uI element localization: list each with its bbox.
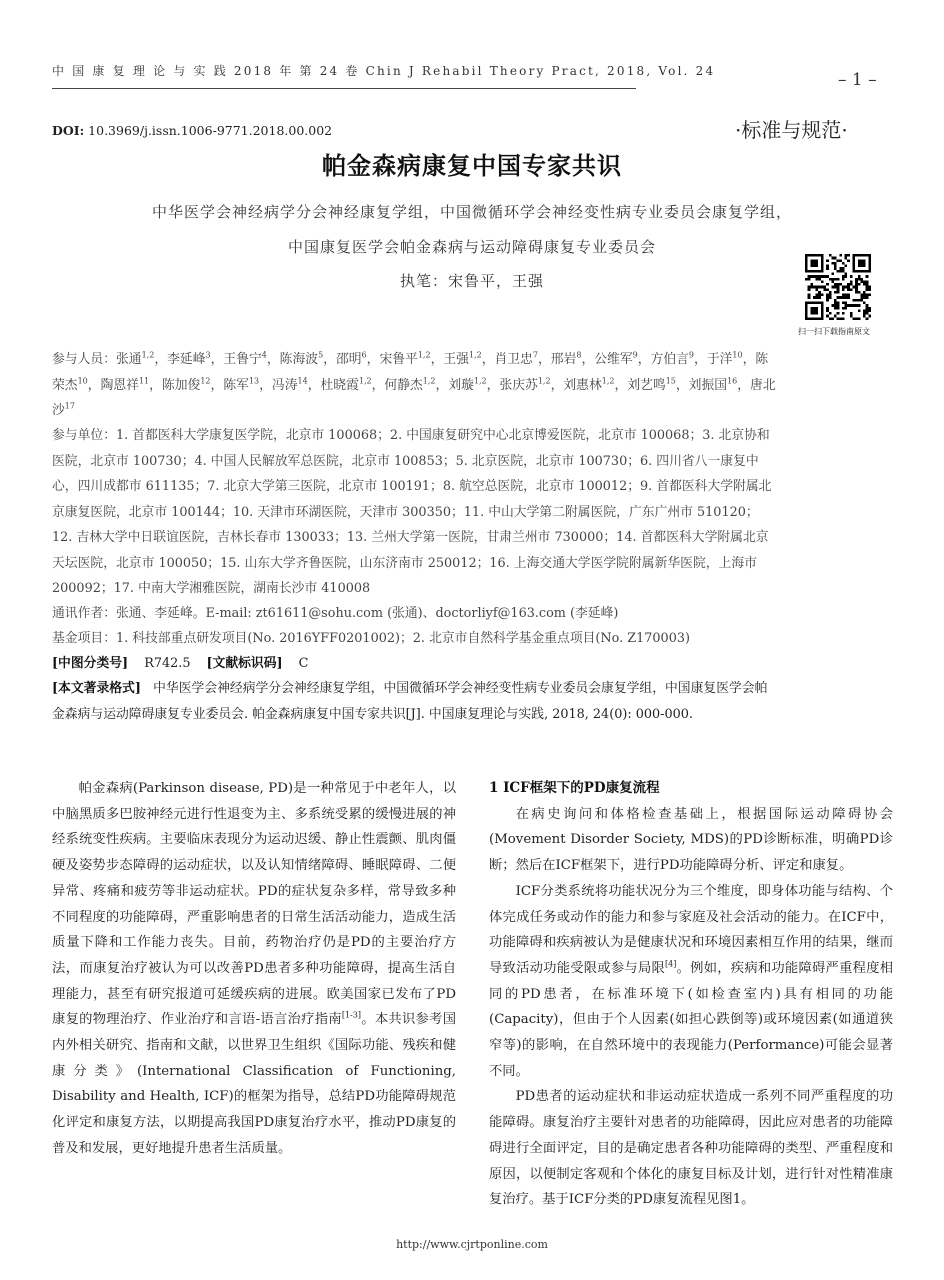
qr-code-image[interactable] — [800, 254, 876, 320]
reference-mark[interactable]: [1-3] — [341, 1010, 361, 1020]
fund-info: 基金项目：1. 科技部重点研发项目(No. 2016YFF0201002)；2. 北京市自然科学基金重点项目(No. Z170003) — [52, 631, 690, 646]
participant-name: 何静杰 — [384, 377, 423, 393]
participant-affiliation: 16 — [727, 376, 738, 386]
right-column — [489, 776, 893, 1213]
participant-name: 刘振国 — [688, 377, 728, 393]
header-rule — [52, 88, 636, 89]
organization-line-2: 中国康复医学会帕金森病与运动障碍康复专业委员会 — [287, 238, 656, 256]
participant-name: 公维军 — [594, 352, 633, 367]
doc-code-label: [文献标识码] — [206, 656, 283, 671]
participant-name: 杜晓霞 — [320, 377, 359, 393]
participant-name: 刘艺鸣 — [627, 377, 666, 393]
doc-code-value: C — [298, 656, 309, 671]
participant-affiliation: 1,2 — [468, 350, 482, 360]
participants-list — [52, 347, 776, 424]
participant-affiliation: 8 — [576, 350, 582, 360]
doi-value: 10.3969/j.issn.1006-9771.2018.00.002 — [84, 123, 333, 138]
citation-label: [本文著录格式] — [52, 681, 141, 696]
participant-affiliation: 10 — [77, 376, 88, 386]
participant-affiliation: 10 — [732, 350, 743, 360]
participant-name: 陈加俊 — [161, 377, 201, 393]
participant-name: 王强 — [443, 352, 469, 367]
left-column — [52, 776, 456, 1162]
participant-affiliation: 11 — [138, 376, 150, 386]
participants-label: 参与人员： — [52, 352, 116, 367]
writers-line: 执笔：宋鲁平，王强 — [399, 272, 544, 290]
section-tag: ·标准与规范· — [735, 118, 848, 142]
participant-name: 唐北沙 — [52, 377, 776, 418]
journal-header: 中 国 康 复 理 论 与 实 践 2018 年 第 24 卷 Chin J Rehabil Theory Pract, 2018, Vol. 24 — [52, 64, 716, 78]
participant-affiliation: 5 — [318, 350, 324, 360]
doi-label: DOI: — [52, 123, 85, 138]
participant-affiliation: 15 — [665, 376, 676, 386]
participant-name: 陈海波 — [279, 352, 319, 367]
participant-name: 邵明 — [335, 352, 362, 367]
article-title: 帕金森病康复中国专家共识 — [322, 151, 622, 180]
participant-affiliation: 9 — [688, 350, 695, 360]
participant-name: 冯涛 — [271, 377, 298, 393]
participant-name: 方伯言 — [650, 352, 689, 367]
participant-affiliation: 7 — [532, 350, 538, 360]
citation-text: 中华医学会神经病学分会神经康复学组，中国微循环学会神经变性病专业委员会康复学组，中国康复医学会帕金森病与运动障碍康复专业委员会. 帕金森病康复中国专家共识[J]. 中国康复理论与实践, 2018, 24(0): 000-000. — [52, 681, 768, 722]
participant-affiliation: 14 — [297, 376, 308, 386]
participant-affiliation: 13 — [248, 376, 260, 386]
participant-affiliation: 1,2 — [141, 350, 155, 360]
participant-name: 张庆苏 — [499, 377, 538, 393]
participant-affiliation: 1,2 — [601, 376, 615, 386]
participant-name: 刘惠林 — [563, 377, 602, 393]
participant-affiliation: 3 — [205, 350, 211, 360]
participating-units: 参与单位：1. 首都医科大学康复医学院，北京市 100068；2. 中国康复研究中心北京博爱医院，北京市 100068；3. 北京协和医院，北京市 100730；4. 中国人民解放军总医院，北京市 100853；5. 北京医院，北京市 100730；6. 四川省八一康复中心，四川成都市 611135；7. 北京大学第三医院，北京市 100191；8. 航空总医院，北京市 100012；9. 首都医科大学附属北京康复医院，北京市 100144；10. 天津市环湖医院，天津市 300350；11. 中山大学第二附属医院，广东广州市 510120；12. 吉林大学中日联谊医院，吉林长春市 130033；13. 兰州大学第一医院，甘肃兰州市 730000；14. 首都医科大学附属北京天坛医院，北京市 100050；15. 山东大学齐鲁医院，山东济南市 250012；16. 上海交通大学医学院附属新华医院，上海市 200092；17. 中南大学湘雅医院，湖南长沙市 410008 — [52, 428, 772, 596]
participant-affiliation: 1,2 — [473, 376, 487, 386]
participant-affiliation: 1,2 — [417, 350, 431, 360]
participant-name: 邢岩 — [550, 352, 577, 367]
participant-name: 王鲁宁 — [223, 352, 262, 367]
clc-label: [中图分类号] — [52, 656, 129, 671]
participant-affiliation: 1,2 — [358, 376, 372, 386]
paragraph-1: 在病史询问和体格检查基础上，根据国际运动障碍协会(Movement Disorder Society, MDS)的PD诊断标准，明确PD诊断；然后在ICF框架下，进行PD功能障碍分析、评定和康复。 — [489, 806, 893, 874]
paragraph-2: ICF分类系统将功能状况分为三个维度，即身体功能与结构、个体完成任务或动作的能力和参与家庭及社会活动的能力。在ICF中，功能障碍和疾病被认为是健康状况和环境因素相互作用的结果，继而导致活动功能受限或参与局限[4]。例如，疾病和功能障碍严重程度相同的PD患者，在标准环境下(如检查室内)具有相同的功能(Capacity)，但由于个人因素(如担心跌倒等)或环境因素(如通道狭窄等)的影响，在自然环境中的表现能力(Performance)可能会显著不同。 — [489, 883, 894, 1079]
participant-name: 张通 — [115, 352, 142, 367]
participant-name: 肖卫忠 — [494, 352, 533, 367]
clc-value: R742.5 — [144, 656, 191, 671]
participant-affiliation: 1,2 — [422, 376, 436, 386]
participant-affiliation: 1,2 — [537, 376, 551, 386]
participant-affiliation: 9 — [632, 350, 638, 360]
paragraph-3: PD患者的运动症状和非运动症状造成一系列不同严重程度的功能障碍。康复治疗主要针对患者的功能障碍，因此应对患者的功能障碍进行全面评定，目的是确定患者各种功能障碍的类型、严重程度和原因，以便制定客观和个体化的康复目标及计划，进行针对性精准康复治疗。基于ICF分类的PD康复流程见图1。 — [489, 1089, 893, 1208]
citation-format — [52, 676, 776, 727]
participant-name: 刘璇 — [448, 377, 474, 393]
page-number: – 1 – — [838, 70, 877, 90]
section-heading: 1 ICF框架下的PD康复流程 — [489, 780, 660, 796]
participant-name: 陶恩祥 — [100, 377, 139, 393]
participant-affiliation: 17 — [64, 401, 75, 411]
participant-name: 陈荣杰 — [52, 352, 769, 393]
participant-name: 于洋 — [706, 352, 733, 367]
intro-paragraph: 帕金森病(Parkinson disease, PD)是一种常见于中老年人，以中脑黑质多巴胺神经元进行性退变为主、多系统受累的缓慢进展的神经系统变性疾病。主要临床表现分为运动迟缓、静止性震颤、肌肉僵硬及姿势步态障碍的运动症状，以及认知情绪障碍、睡眠障碍、二便异常、疼痛和疲劳等非运动症状。PD的症状复杂多样，常导致多种不同程度的功能障碍，严重影响患者的日常生活活动能力，造成生活质量下降和工作能力丧失。目前，药物治疗仍是PD的主要治疗方法，而康复治疗被认为可以改善PD患者多种功能障碍，提高生活自理能力，甚至有研究报道可延缓疾病的进展。欧美国家已发布了PD康复的物理治疗、作业治疗和言语-语言治疗指南[1-3]。本共识参考国内外相关研究、指南和文献，以世界卫生组织《国际功能、残疾和健康分类》(International Classification of Functioning, Disability and Health, ICF)的框架为指导，总结PD功能障碍规范化评定和康复方法，以期提高我国PD康复治疗水平，推动PD康复的普及和发展，更好地提升患者生活质量。 — [52, 781, 456, 1156]
classification-line — [52, 651, 776, 677]
footer-url[interactable]: http://www.cjrtponline.com — [396, 1238, 548, 1251]
organization-line-1: 中华医学会神经病学分会神经康复学组，中国微循环学会神经变性病专业委员会康复学组， — [151, 203, 792, 221]
participant-name: 李延峰 — [167, 352, 206, 367]
participant-affiliation: 12 — [200, 376, 211, 386]
doi-line — [52, 123, 332, 138]
participant-affiliation: 4 — [261, 350, 267, 360]
reference-mark[interactable]: [4] — [665, 959, 677, 969]
corresponding-author: 通讯作者：张通、李延峰。E-mail: zt61611@sohu.com (张通)、doctorliyf@163.com (李延峰) — [52, 606, 619, 621]
qr-caption: 扫一扫下载指南原文 — [798, 327, 870, 336]
participant-name: 陈军 — [223, 377, 249, 393]
participant-affiliation: 6 — [361, 350, 367, 360]
participants-names: 张通$^{1,2}$，李延峰$^3$，王鲁宁$^4$，陈海波$^5$，邵明$^6$，宋鲁平$^{1,2}$，王强$^{1,2}$，肖卫忠$^7$，邢岩$^8$，公维军$^9$，方伯言$^9$，于洋$^{10}$，陈荣杰$^{10}$，陶恩祥$^{11}$，陈加俊$^{12}$，陈军$^{13}$，冯涛$^{14}$，杜晓霞$^{1,2}$，何静杰$^{1,2}$，刘璇$^{1,2}$，张庆苏$^{1,2}$，刘惠林$^{1,2}$，刘艺鸣$^{15}$，刘振国$^{16}$，唐北沙$^{17}$ — [52, 350, 776, 418]
participant-name: 宋鲁平 — [379, 352, 418, 367]
